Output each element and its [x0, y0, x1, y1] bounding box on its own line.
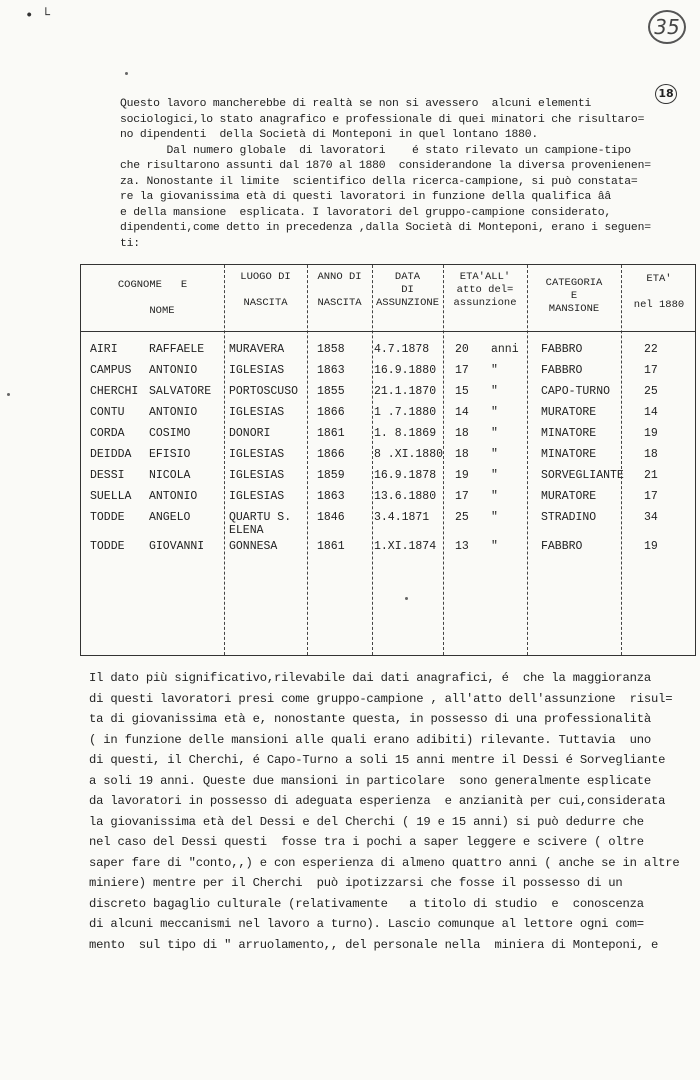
cell-hire-date: 1. 8.1869 — [374, 427, 437, 440]
body-line: nel caso del Dessi questi fosse tra i pochi a saper leggere e scivere ( oltre — [89, 835, 644, 849]
cell-age-unit: " — [491, 490, 498, 503]
cell-name: ANTONIO — [149, 490, 198, 503]
body-line: ( in funzione delle mansioni alle quali erano adibiti) rilevante. Tuttavia uno — [89, 732, 651, 747]
cell-age-unit: " — [491, 385, 498, 398]
table-row — [81, 343, 695, 363]
cell-age-at-hire: 17 — [455, 490, 469, 503]
paper-speck — [405, 597, 408, 600]
cell-age-1880: 14 — [644, 406, 658, 419]
intro-line: e della mansione esplicata. I lavoratori del gruppo-campione considerato, — [120, 206, 612, 219]
cell-age-at-hire: 14 — [455, 406, 469, 419]
intro-line: Dal numero globale di lavoratori é stato rilevato un campione-tipo — [120, 144, 631, 157]
cell-age-1880: 17 — [644, 490, 658, 503]
cell-role: FABBRO — [541, 343, 583, 356]
cell-birthplace: IGLESIAS — [229, 406, 285, 419]
cell-surname: CONTU — [90, 406, 125, 419]
cell-name: ANTONIO — [149, 406, 198, 419]
body-paragraph — [89, 668, 689, 955]
intro-line: dipendenti,come detto in precedenza ,dalla Società di Monteponi, erano i seguen= — [120, 222, 651, 234]
column-header: COGNOME E NOME — [117, 279, 188, 317]
cell-name: GIOVANNI — [149, 540, 205, 553]
cell-birthplace: IGLESIAS — [229, 469, 285, 482]
cell-birth-year: 1866 — [317, 448, 345, 461]
cell-birthplace: IGLESIAS — [229, 490, 285, 503]
cell-hire-date: 1.XI.1874 — [374, 540, 437, 553]
cell-hire-date: 21.1.1870 — [374, 385, 437, 398]
cell-age-1880: 19 — [644, 540, 658, 553]
cell-birth-year: 1863 — [317, 490, 345, 503]
intro-line: ti: — [120, 237, 140, 250]
workers-table — [80, 264, 696, 656]
cell-age-unit: " — [491, 406, 498, 419]
cell-surname: DEIDDA — [90, 448, 132, 461]
body-line: la giovanissima età del Dessi e del Cherchi ( 19 e 15 anni) si può dedurre che — [89, 814, 644, 829]
body-line: di questi, il Cherchi, é Capo-Turno a soli 15 anni mentre il Dessi é Sorvegliante — [89, 753, 666, 767]
body-line: mento sul tipo di " arruolamento,, del personale nella miniera di Monteponi, e — [89, 937, 659, 952]
cell-age-1880: 17 — [644, 364, 658, 377]
cell-name: RAFFAELE — [149, 343, 205, 356]
cell-age-1880: 25 — [644, 385, 658, 398]
cell-hire-date: 16.9.1878 — [374, 469, 437, 482]
body-line: saper fare di "conto,,) e con esperienza di almeno quattro anni ( anche se in altre — [89, 855, 680, 870]
cell-age-unit: " — [491, 511, 498, 524]
body-line: da lavoratori in possesso di adeguata esperienza e anzianità per cui,considerata — [89, 794, 666, 808]
intro-line: sociologici,lo stato anagrafico e professionale di quei minatori che risultaro= — [120, 113, 645, 126]
cell-role: SORVEGLIANTE — [541, 469, 624, 482]
column-header: CATEGORIA E MANSIONE — [545, 277, 603, 315]
cell-birth-year: 1861 — [317, 427, 345, 440]
cell-surname: CORDA — [90, 427, 125, 440]
cell-birthplace: MURAVERA — [229, 343, 285, 356]
column-header: ETA'ALL' atto del= assunzione — [453, 271, 517, 309]
paper-speck — [7, 393, 10, 396]
intro-line: Questo lavoro mancherebbe di realtà se non si avessero alcuni elementi — [120, 98, 592, 110]
header-divider — [81, 331, 695, 332]
cell-birth-year: 1859 — [317, 469, 345, 482]
intro-line: no dipendenti della Società di Monteponi in quel lontano 1880. — [120, 129, 539, 141]
cell-age-unit: anni — [491, 343, 519, 356]
cell-surname: AIRI — [90, 343, 118, 356]
cell-age-unit: " — [491, 427, 498, 440]
cell-age-at-hire: 13 — [455, 540, 469, 553]
cell-age-1880: 34 — [644, 511, 658, 524]
cell-birth-year: 1861 — [317, 540, 345, 553]
cell-age-1880: 21 — [644, 469, 658, 482]
cell-name: ANGELO — [149, 511, 191, 524]
cell-role: FABBRO — [541, 364, 583, 377]
cell-birthplace: IGLESIAS — [229, 364, 285, 377]
page-number-circled: 35 — [648, 10, 686, 44]
intro-line: che risultarono assunti dal 1870 al 1880 considerandone la diversa provenienen= — [120, 160, 651, 172]
cell-age-unit: " — [491, 448, 498, 461]
body-line: discreto bagaglio culturale (relativamente a titolo di studio e conoscenza — [89, 896, 644, 911]
cell-hire-date: 1 .7.1880 — [374, 406, 437, 419]
cell-birth-year: 1855 — [317, 385, 345, 398]
cell-hire-date: 16.9.1880 — [374, 364, 437, 377]
cell-age-at-hire: 15 — [455, 385, 469, 398]
cell-name: SALVATORE — [149, 385, 212, 398]
cell-age-at-hire: 18 — [455, 427, 469, 440]
intro-line: za. Nonostante il limite scientifico della ricerca-campione, si può constata= — [120, 175, 638, 188]
cell-age-unit: " — [491, 540, 498, 553]
cell-surname: CHERCHI — [90, 385, 139, 398]
cell-hire-date: 8 .XI.1880 — [374, 448, 444, 461]
cell-age-1880: 19 — [644, 427, 658, 440]
column-header: LUOGO DI NASCITA — [240, 271, 291, 309]
sub-page-number-circled: 18 — [655, 84, 677, 104]
cell-role: MINATORE — [541, 427, 597, 440]
cell-role: CAPO-TURNO — [541, 385, 611, 398]
cell-birth-year: 1858 — [317, 343, 345, 356]
cell-age-unit: " — [491, 469, 498, 482]
cell-hire-date: 13.6.1880 — [374, 490, 437, 503]
cell-birthplace: DONORI — [229, 427, 271, 440]
column-header: ETA' nel 1880 — [633, 273, 685, 311]
cell-name: COSIMO — [149, 427, 191, 440]
table-row — [81, 406, 695, 426]
body-line: ta di giovanissima età e, nonostante questa, in possesso di una professionalità — [89, 712, 651, 726]
body-line: miniere) mentre per il Cherchi può ipotizzarsi che fosse il possesso di un — [89, 876, 623, 890]
cell-role: FABBRO — [541, 540, 583, 553]
cell-birthplace: GONNESA — [229, 540, 278, 553]
cell-role: STRADINO — [541, 511, 597, 524]
table-row — [81, 427, 695, 447]
cell-age-at-hire: 17 — [455, 364, 469, 377]
cell-surname: TODDE — [90, 511, 125, 524]
table-row — [81, 540, 695, 560]
cell-surname: DESSI — [90, 469, 125, 482]
paper-speck — [125, 72, 128, 75]
cell-birthplace: QUARTU S. ELENA — [229, 511, 292, 537]
table-row — [81, 448, 695, 468]
intro-paragraph — [120, 97, 700, 252]
column-header: ANNO DI NASCITA — [317, 271, 362, 309]
cell-age-at-hire: 25 — [455, 511, 469, 524]
body-line: Il dato più significativo,rilevabile dai dati anagrafici, é che la maggioranza — [89, 671, 651, 685]
corner-mark: • └ — [25, 8, 51, 24]
table-row — [81, 385, 695, 405]
cell-surname: SUELLA — [90, 490, 132, 503]
cell-birth-year: 1863 — [317, 364, 345, 377]
cell-name: NICOLA — [149, 469, 191, 482]
cell-birthplace: PORTOSCUSO — [229, 385, 299, 398]
table-row — [81, 364, 695, 384]
table-row — [81, 490, 695, 510]
cell-role: MURATORE — [541, 406, 597, 419]
table-row — [81, 469, 695, 489]
cell-surname: TODDE — [90, 540, 125, 553]
cell-birth-year: 1866 — [317, 406, 345, 419]
cell-role: MURATORE — [541, 490, 597, 503]
cell-age-at-hire: 18 — [455, 448, 469, 461]
body-line: a soli 19 anni. Queste due mansioni in particolare sono generalmente esplicate — [89, 773, 651, 788]
cell-age-1880: 18 — [644, 448, 658, 461]
cell-hire-date: 4.7.1878 — [374, 343, 430, 356]
cell-name: EFISIO — [149, 448, 191, 461]
table-row — [81, 511, 695, 537]
cell-name: ANTONIO — [149, 364, 198, 377]
intro-line: re la giovanissima età di questi lavoratori in funzione della qualifica ââ — [120, 191, 612, 203]
cell-age-unit: " — [491, 364, 498, 377]
cell-role: MINATORE — [541, 448, 597, 461]
body-line: di alcuni meccanismi nel lavoro a turno). Lascio comunque al lettore ogni com= — [89, 917, 644, 931]
cell-age-at-hire: 20 — [455, 343, 469, 356]
cell-birthplace: IGLESIAS — [229, 448, 285, 461]
cell-hire-date: 3.4.1871 — [374, 511, 430, 524]
body-line: di questi lavoratori presi come gruppo-campione , all'atto dell'assunzione risul= — [89, 691, 673, 706]
column-header: DATA DI ASSUNZIONE — [375, 271, 439, 309]
cell-age-1880: 22 — [644, 343, 658, 356]
cell-surname: CAMPUS — [90, 364, 132, 377]
cell-birth-year: 1846 — [317, 511, 345, 524]
cell-age-at-hire: 19 — [455, 469, 469, 482]
